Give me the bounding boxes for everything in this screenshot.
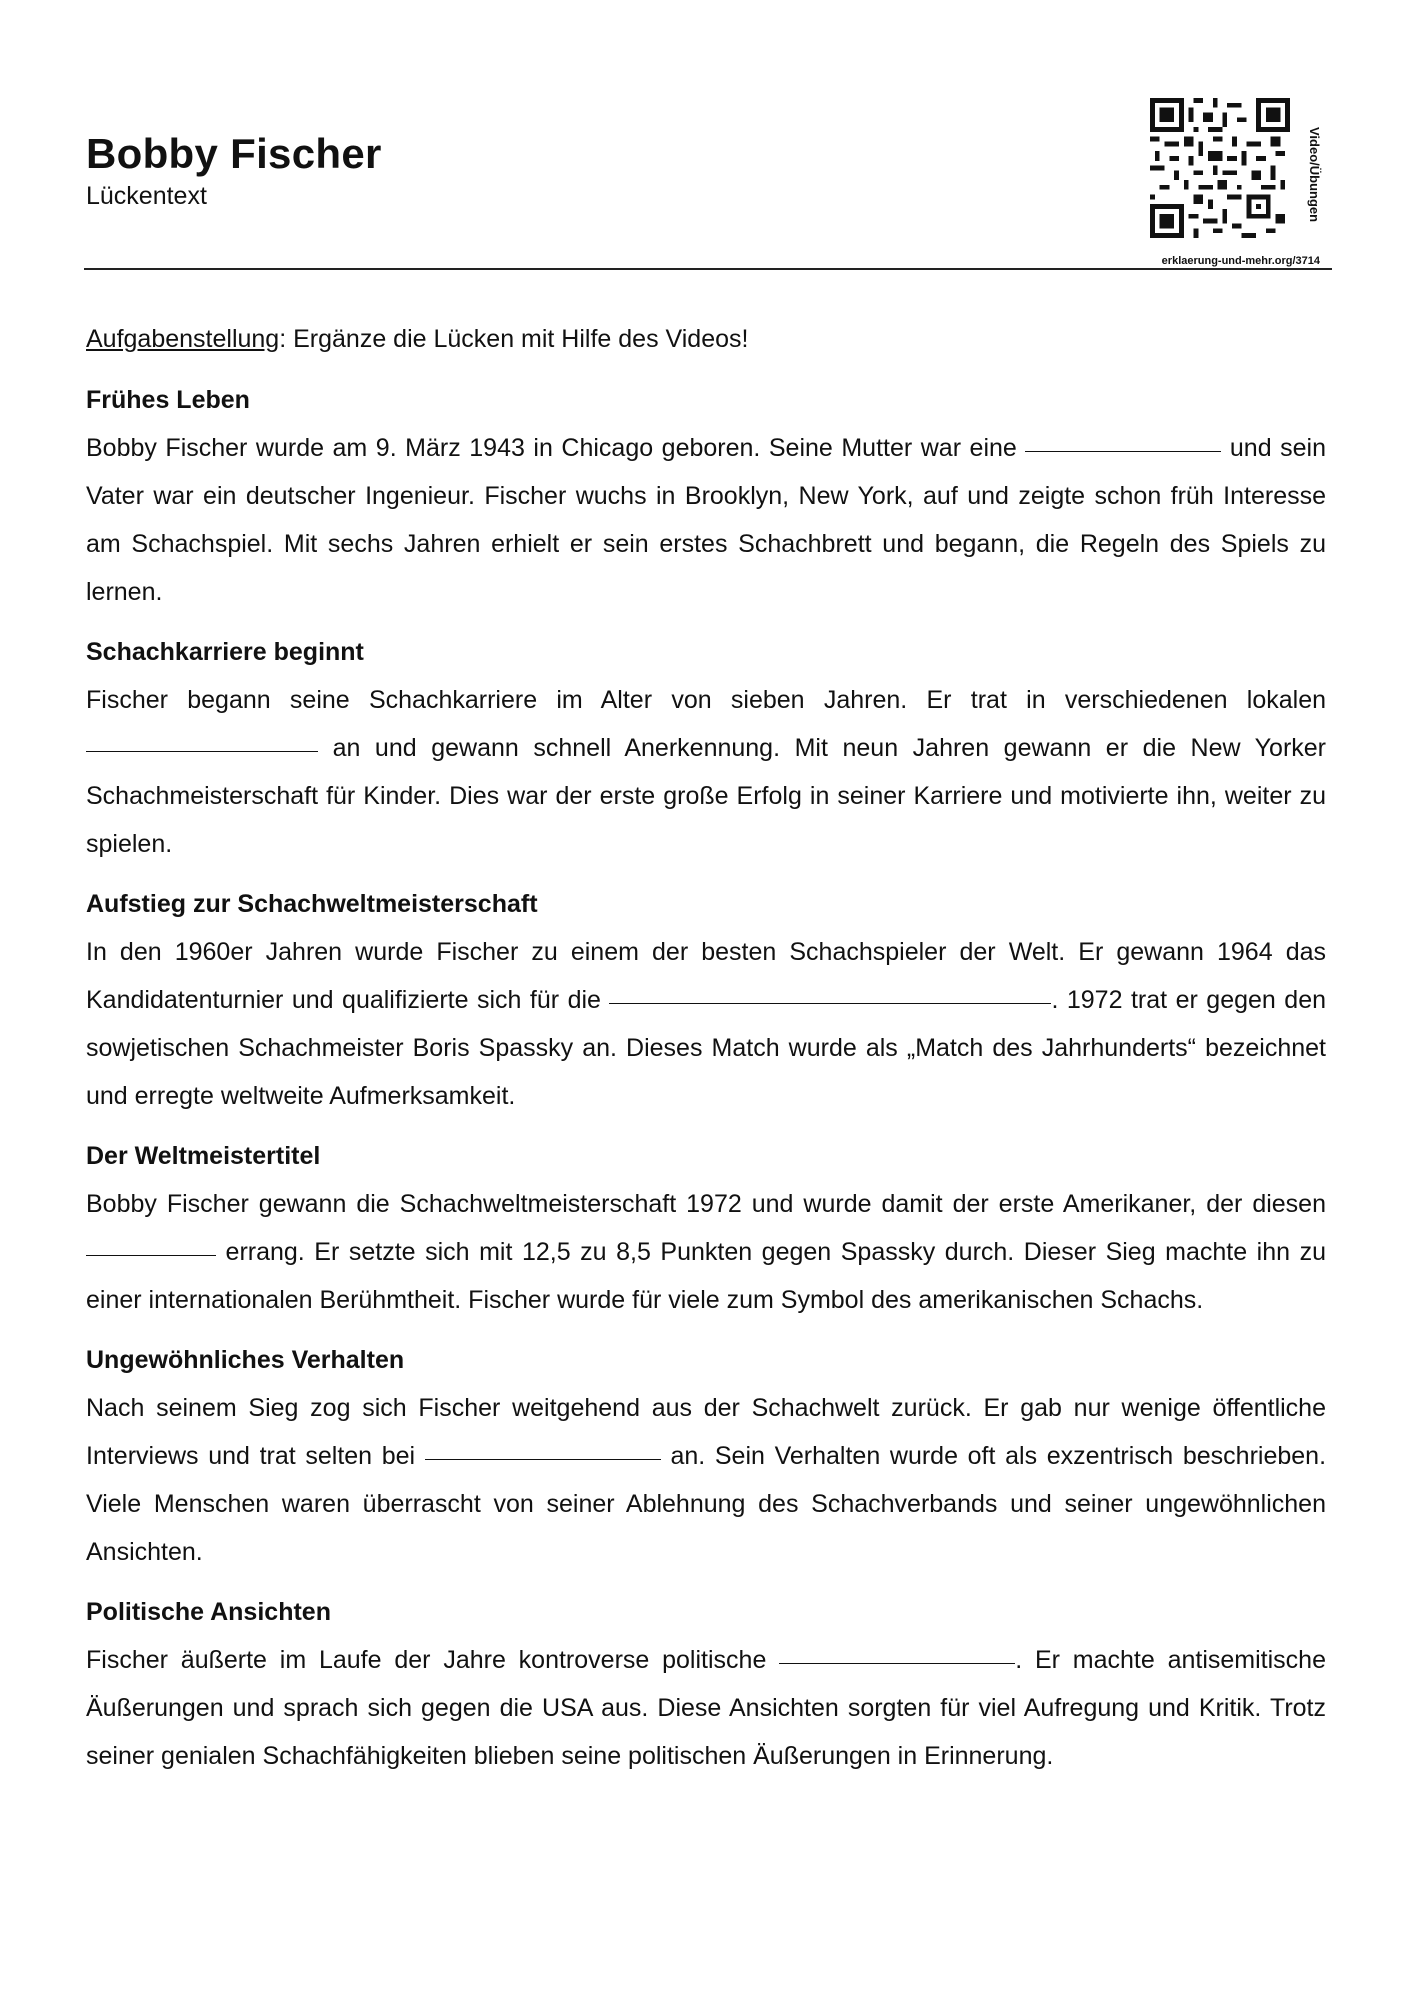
gap-blank[interactable] — [425, 1459, 661, 1460]
text-before-gap: Nach seinem Sieg zog sich Fischer weitgehend aus der Schachwelt zurück. Er gab nur wenige öffentliche Interviews und trat selten bei — [86, 1394, 1326, 1470]
text-before-gap: In den 1960er Jahren wurde Fischer zu einem der besten Schachspieler der Welt. Er gewann 1964 das Kandidatenturnier und qualifizierte sich für die — [86, 938, 1326, 1014]
text-after-gap: an. Sein Verhalten wurde oft als exzentrisch beschrieben. Viele Menschen waren überrascht von seiner Ablehnung des Schachverbands und seiner ungewöhnlichen Ansichten. — [86, 1442, 1327, 1566]
section-text — [86, 1636, 1326, 1780]
section-text — [86, 424, 1326, 616]
section-heading: Ungewöhnliches Verhalten — [86, 1346, 405, 1374]
instruction-label: Aufgabenstellung — [86, 325, 280, 353]
section-fruehes-leben — [86, 376, 1326, 616]
section-heading: Politische Ansichten — [86, 1598, 331, 1626]
gap-blank[interactable] — [86, 1255, 216, 1256]
section-verhalten — [86, 1336, 1326, 1576]
gap-blank[interactable] — [1025, 451, 1221, 452]
section-text — [86, 1180, 1326, 1324]
gap-blank[interactable] — [779, 1663, 1015, 1664]
qr-code-icon — [1150, 98, 1290, 238]
section-text — [86, 1384, 1326, 1576]
text-before-gap: Bobby Fischer wurde am 9. März 1943 in Chicago geboren. Seine Mutter war eine — [86, 434, 1026, 462]
section-text — [86, 928, 1326, 1120]
instruction-text: : Ergänze die Lücken mit Hilfe des Videos! — [279, 325, 749, 353]
text-after-gap: . Er machte antisemitische Äußerungen und sprach sich gegen die USA aus. Diese Ansichten sorgten für viel Aufregung und Kritik. Trotz seiner genialen Schachfähigkeiten blieben seine politischen Äußerungen in Erinnerung. — [86, 1646, 1326, 1770]
text-after-gap: an und gewann schnell Anerkennung. Mit neun Jahren gewann er die New Yorker Schachmeisterschaft für Kinder. Dies war der erste große Erfolg in seiner Karriere und motivierte ihn, weiter zu spielen. — [86, 734, 1326, 858]
section-weltmeistertitel — [86, 1132, 1326, 1324]
source-url: erklaerung-und-mehr.org/3714 — [1161, 255, 1320, 267]
instruction — [86, 322, 1326, 356]
text-before-gap: Fischer begann seine Schachkarriere im Alter von sieben Jahren. Er trat in verschiedenen lokalen — [86, 686, 1326, 714]
section-aufstieg — [86, 880, 1326, 1120]
header-divider — [84, 268, 1332, 270]
text-after-gap: . 1972 trat er gegen den sowjetischen Schachmeister Boris Spassky an. Dieses Match wurde als „Match des Jahrhunderts“ bezeichnet und erregte weltweite Aufmerksamkeit. — [86, 986, 1326, 1110]
section-heading: Aufstieg zur Schachweltmeisterschaft — [86, 890, 538, 918]
section-heading: Schachkarriere beginnt — [86, 638, 364, 666]
section-heading: Der Weltmeistertitel — [86, 1142, 321, 1170]
section-text — [86, 676, 1326, 868]
text-before-gap: Bobby Fischer gewann die Schachweltmeisterschaft 1972 und wurde damit der erste Amerikaner, der diesen — [86, 1190, 1326, 1218]
section-politische-ansichten — [86, 1588, 1326, 1780]
worksheet-body — [86, 322, 1326, 1792]
text-after-gap: und sein Vater war ein deutscher Ingenieur. Fischer wuchs in Brooklyn, New York, auf und zeigte schon früh Interesse am Schachspiel. Mit sechs Jahren erhielt er sein erstes Schachbrett und begann, die Regeln des Spiels zu lernen. — [86, 434, 1326, 606]
text-before-gap: Fischer äußerte im Laufe der Jahre kontroverse politische — [86, 1646, 780, 1674]
text-after-gap: errang. Er setzte sich mit 12,5 zu 8,5 Punkten gegen Spassky durch. Dieser Sieg machte ihn zu einer internationalen Berühmtheit. Fischer wurde für viele zum Symbol des amerikanischen Schachs. — [86, 1238, 1326, 1314]
page-subtitle: Lückentext — [86, 182, 207, 210]
qr-side-label: Video/Übungen — [1307, 127, 1322, 223]
gap-blank[interactable] — [86, 751, 318, 752]
section-heading: Frühes Leben — [86, 386, 250, 414]
page-title: Bobby Fischer — [86, 130, 382, 177]
gap-blank[interactable] — [609, 1003, 1051, 1004]
section-schachkarriere — [86, 628, 1326, 868]
